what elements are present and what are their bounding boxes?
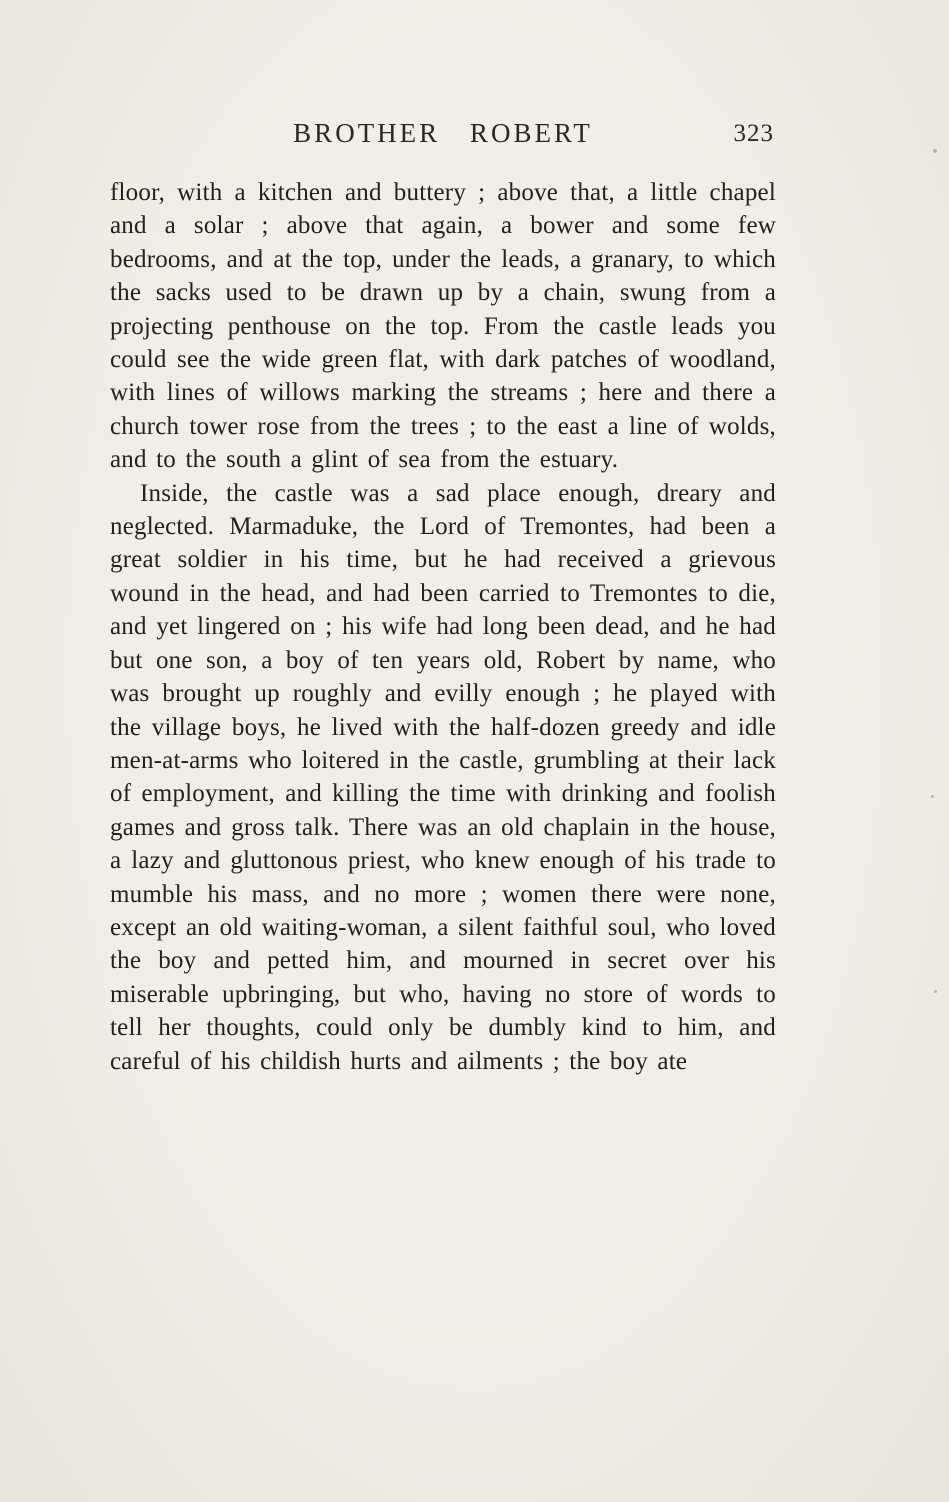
running-title: BROTHER ROBERT xyxy=(293,118,593,148)
scan-speck xyxy=(931,795,934,798)
page-body xyxy=(110,176,776,1078)
page-number: 323 xyxy=(733,120,774,147)
paragraph: floor, with a kitchen and buttery ; above that, a little chapel and a solar ; above that again, a bower and some few bedrooms, and at the top, under the leads, a granary, to which the sacks used to be drawn up by a chain, swung from a projecting penthouse on the top. From the castle leads you could see the wide green flat, with dark patches of woodland, with lines of willows marking the streams ; here and there a church tower rose from the trees ; to the east a line of wolds, and to the south a glint of sea from the estuary. xyxy=(110,179,776,474)
text-column xyxy=(110,118,776,1078)
scan-speck xyxy=(933,149,937,153)
paragraph: Inside, the castle was a sad place enough, dreary and neglected. Marmaduke, the Lord of Tremontes, had been a great soldier in his time, but he had received a grievous wound in the head, and had been carried to Tremontes to die, and yet lingered on ; his wife had long been dead, and he had but one son, a boy of ten years old, Robert by name, who was brought up roughly and evilly enough ; he played with the village boys, he lived with the half-dozen greedy and idle men-at-arms who loitered in the castle, grumbling at their lack of employment, and killing the time with drinking and foolish games and gross talk. There was an old chaplain in the house, a lazy and gluttonous priest, who knew enough of his trade to mumble his mass, and no more ; women there were none, except an old waiting-woman, a silent faithful soul, who loved the boy and petted him, and mourned in secret over his miserable upbringing, but who, having no store of words to tell her thoughts, could only be dumbly kind to him, and careful of his childish hurts and ailments ; the boy ate xyxy=(110,479,776,1075)
page-header xyxy=(110,118,776,164)
scan-speck xyxy=(934,990,937,993)
